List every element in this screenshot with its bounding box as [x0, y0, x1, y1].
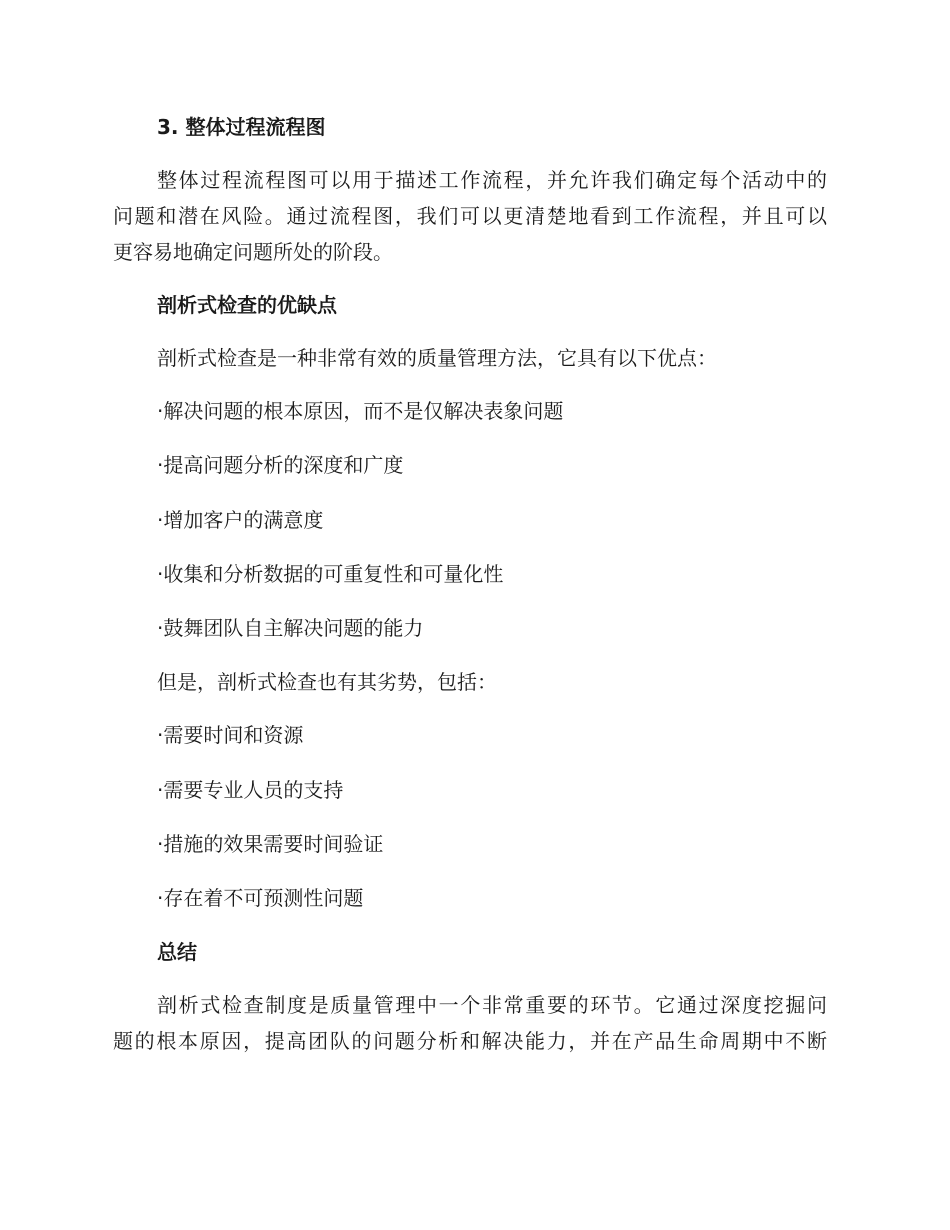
- flow-paragraph-line-1: 整体过程流程图可以用于描述工作流程，并允许我们确定每个活动中的: [157, 168, 827, 192]
- summary-paragraph-line-2: 题的根本原因，提高团队的问题分析和解决能力，并在产品生命周期中不断: [113, 1029, 827, 1053]
- pro-item-1: ·解决问题的根本原因，而不是仅解决表象问题: [157, 399, 564, 423]
- flow-paragraph-line-2: 问题和潜在风险。通过流程图，我们可以更清楚地看到工作流程，并且可以: [113, 204, 827, 228]
- pro-item-5: ·鼓舞团队自主解决问题的能力: [157, 616, 424, 640]
- cons-intro: 但是，剖析式检查也有其劣势，包括：: [157, 670, 497, 694]
- pro-item-2: ·提高问题分析的深度和广度: [157, 453, 404, 477]
- pros-cons-heading: 剖析式检查的优缺点: [157, 293, 337, 317]
- pro-item-3: ·增加客户的满意度: [157, 508, 324, 532]
- flow-paragraph-line-3: 更容易地确定问题所处的阶段。: [113, 240, 393, 264]
- section-heading: 3. 整体过程流程图: [157, 115, 326, 139]
- pros-intro: 剖析式检查是一种非常有效的质量管理方法，它具有以下优点：: [157, 346, 717, 370]
- con-item-2: ·需要专业人员的支持: [157, 778, 344, 802]
- summary-heading: 总结: [157, 940, 197, 964]
- summary-paragraph-line-1: 剖析式检查制度是质量管理中一个非常重要的环节。它通过深度挖掘问: [157, 993, 827, 1017]
- con-item-3: ·措施的效果需要时间验证: [157, 832, 384, 856]
- pro-item-4: ·收集和分析数据的可重复性和可量化性: [157, 562, 504, 586]
- con-item-4: ·存在着不可预测性问题: [157, 886, 364, 910]
- con-item-1: ·需要时间和资源: [157, 723, 304, 747]
